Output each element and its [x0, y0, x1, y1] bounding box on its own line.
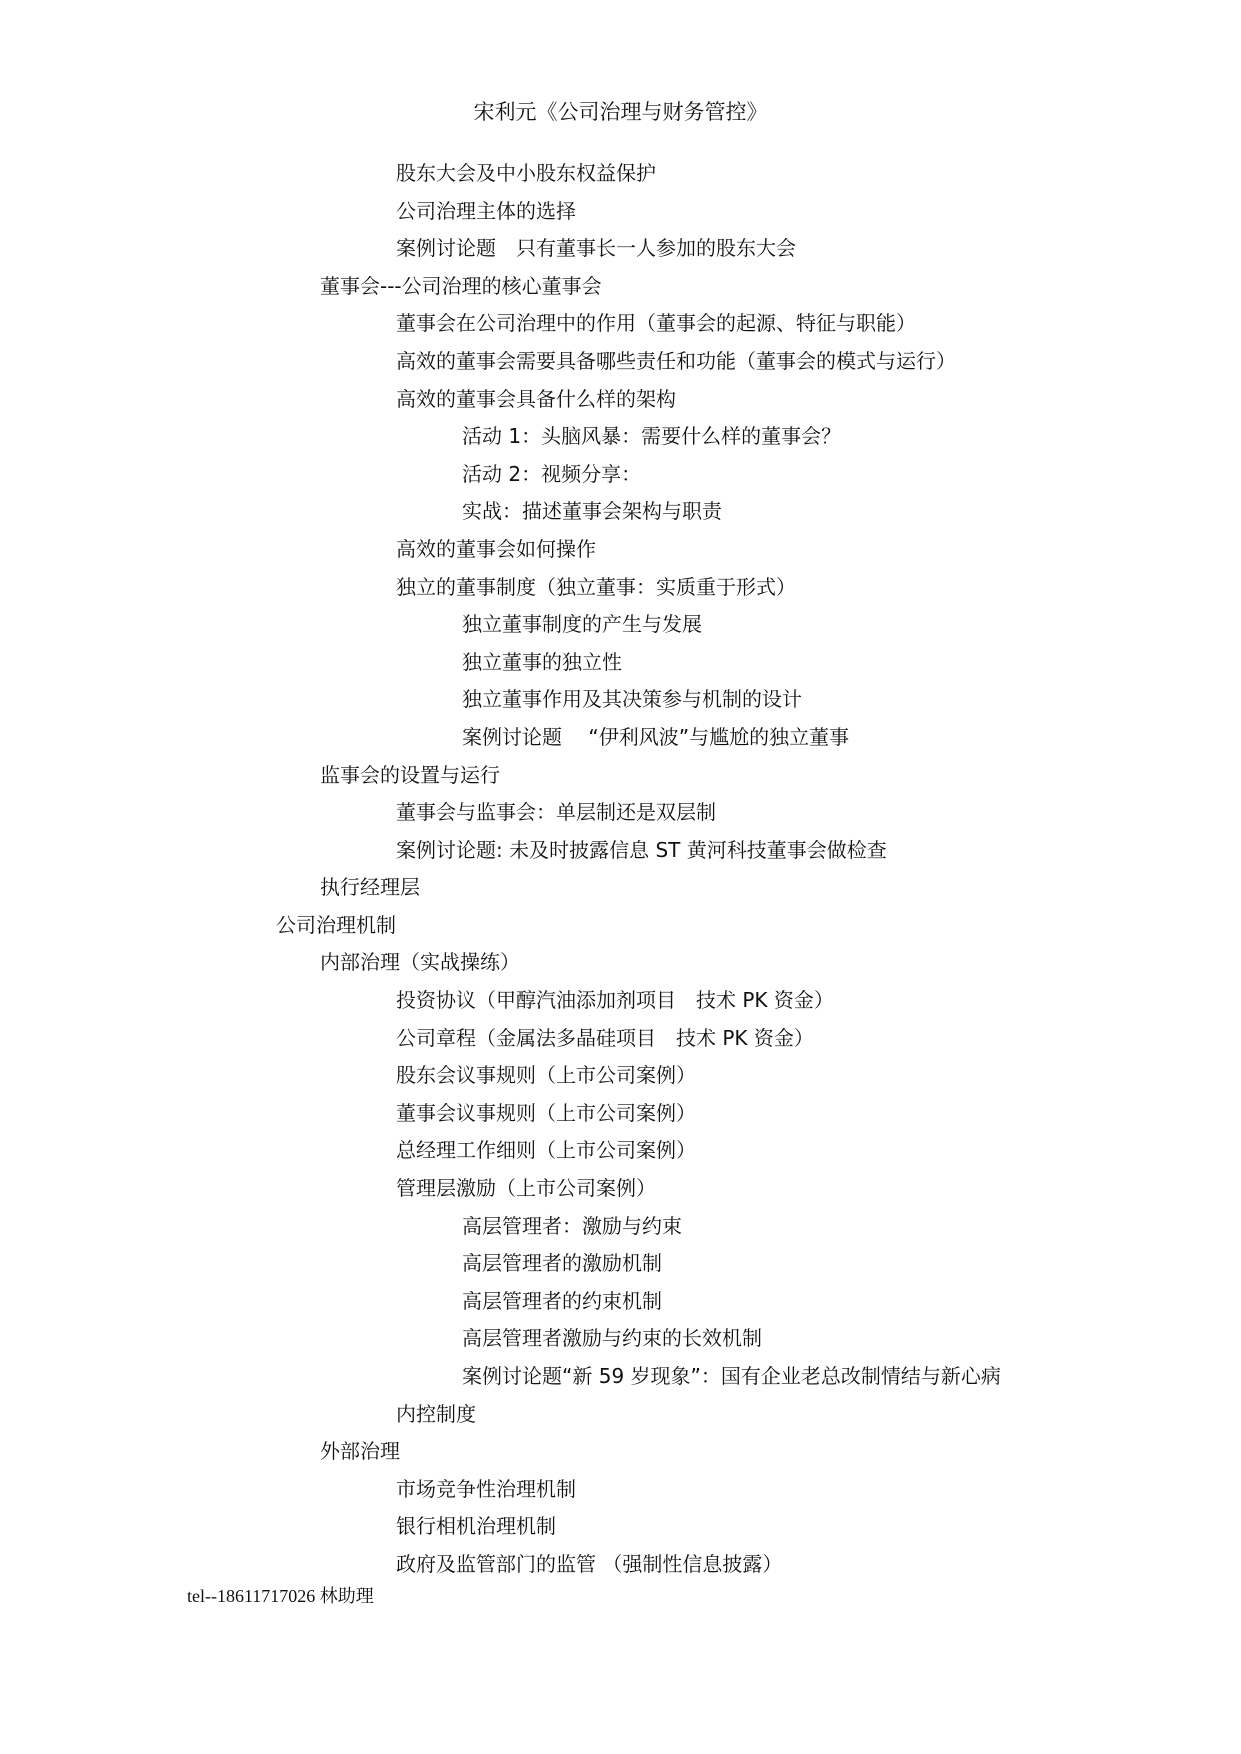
outline-item: 内部治理（实战操练）: [320, 950, 520, 975]
outline-item: 投资协议（甲醇汽油添加剂项目 技术 PK 资金）: [396, 988, 834, 1013]
outline-item: 董事会---公司治理的核心董事会: [320, 273, 602, 298]
outline-item: 高层管理者的激励机制: [462, 1251, 662, 1276]
footer-contact: tel--18611717026 林助理: [187, 1586, 374, 1606]
outline-item: 案例讨论题“新 59 岁现象”：国有企业老总改制情结与新心病: [462, 1364, 1001, 1388]
outline-item: 执行经理层: [320, 875, 420, 900]
outline-item: 实战：描述董事会架构与职责: [462, 499, 722, 524]
outline-item: 股东会议事规则（上市公司案例）: [396, 1063, 696, 1088]
document-title: 宋利元《公司治理与财务管控》: [473, 100, 768, 124]
outline-item: 股东大会及中小股东权益保护: [396, 161, 656, 185]
outline-item: 高层管理者：激励与约束: [462, 1213, 682, 1238]
outline-item: 管理层激励（上市公司案例）: [396, 1176, 656, 1201]
outline-item: 独立董事作用及其决策参与机制的设计: [462, 687, 802, 712]
outline-item: 案例讨论题 “伊利风波”与尴尬的独立董事: [462, 724, 850, 749]
outline-item: 高层管理者激励与约束的长效机制: [462, 1326, 762, 1351]
outline-item: 案例讨论题: 未及时披露信息 ST 黄河科技董事会做检查: [396, 837, 887, 862]
outline-item: 高效的董事会如何操作: [396, 536, 596, 561]
outline-item: 总经理工作细则（上市公司案例）: [396, 1138, 696, 1163]
course-outline: [0, 155, 1001, 1584]
outline-item: 监事会的设置与运行: [320, 762, 500, 787]
outline-item: 外部治理: [320, 1439, 400, 1464]
outline-item: 独立董事的独立性: [462, 649, 622, 674]
outline-item: 活动 1：头脑风暴：需要什么样的董事会？: [462, 424, 842, 449]
outline-item: 活动 2：视频分享：: [462, 461, 642, 486]
outline-item: 董事会与监事会：单层制还是双层制: [396, 800, 716, 825]
outline-item: 公司章程（金属法多晶硅项目 技术 PK 资金）: [396, 1025, 814, 1050]
outline-item: 公司治理机制: [276, 912, 396, 937]
outline-item: 政府及监管部门的监管 （强制性信息披露）: [396, 1551, 783, 1576]
outline-item: 案例讨论题 只有董事长一人参加的股东大会: [396, 236, 796, 261]
outline-item: 内控制度: [396, 1401, 476, 1426]
outline-item: 银行相机治理机制: [396, 1514, 556, 1539]
outline-item: 董事会议事规则（上市公司案例）: [396, 1100, 696, 1125]
outline-item: 董事会在公司治理中的作用（董事会的起源、特征与职能）: [396, 311, 916, 336]
outline-item: 市场竞争性治理机制: [396, 1476, 576, 1501]
outline-item: 独立的董事制度（独立董事：实质重于形式）: [396, 574, 796, 599]
outline-item: 高层管理者的约束机制: [462, 1288, 662, 1313]
outline-item: 高效的董事会需要具备哪些责任和功能（董事会的模式与运行）: [396, 348, 956, 373]
outline-item: 高效的董事会具备什么样的架构: [396, 386, 676, 411]
outline-item: 独立董事制度的产生与发展: [462, 612, 702, 637]
outline-item: 公司治理主体的选择: [396, 198, 576, 223]
